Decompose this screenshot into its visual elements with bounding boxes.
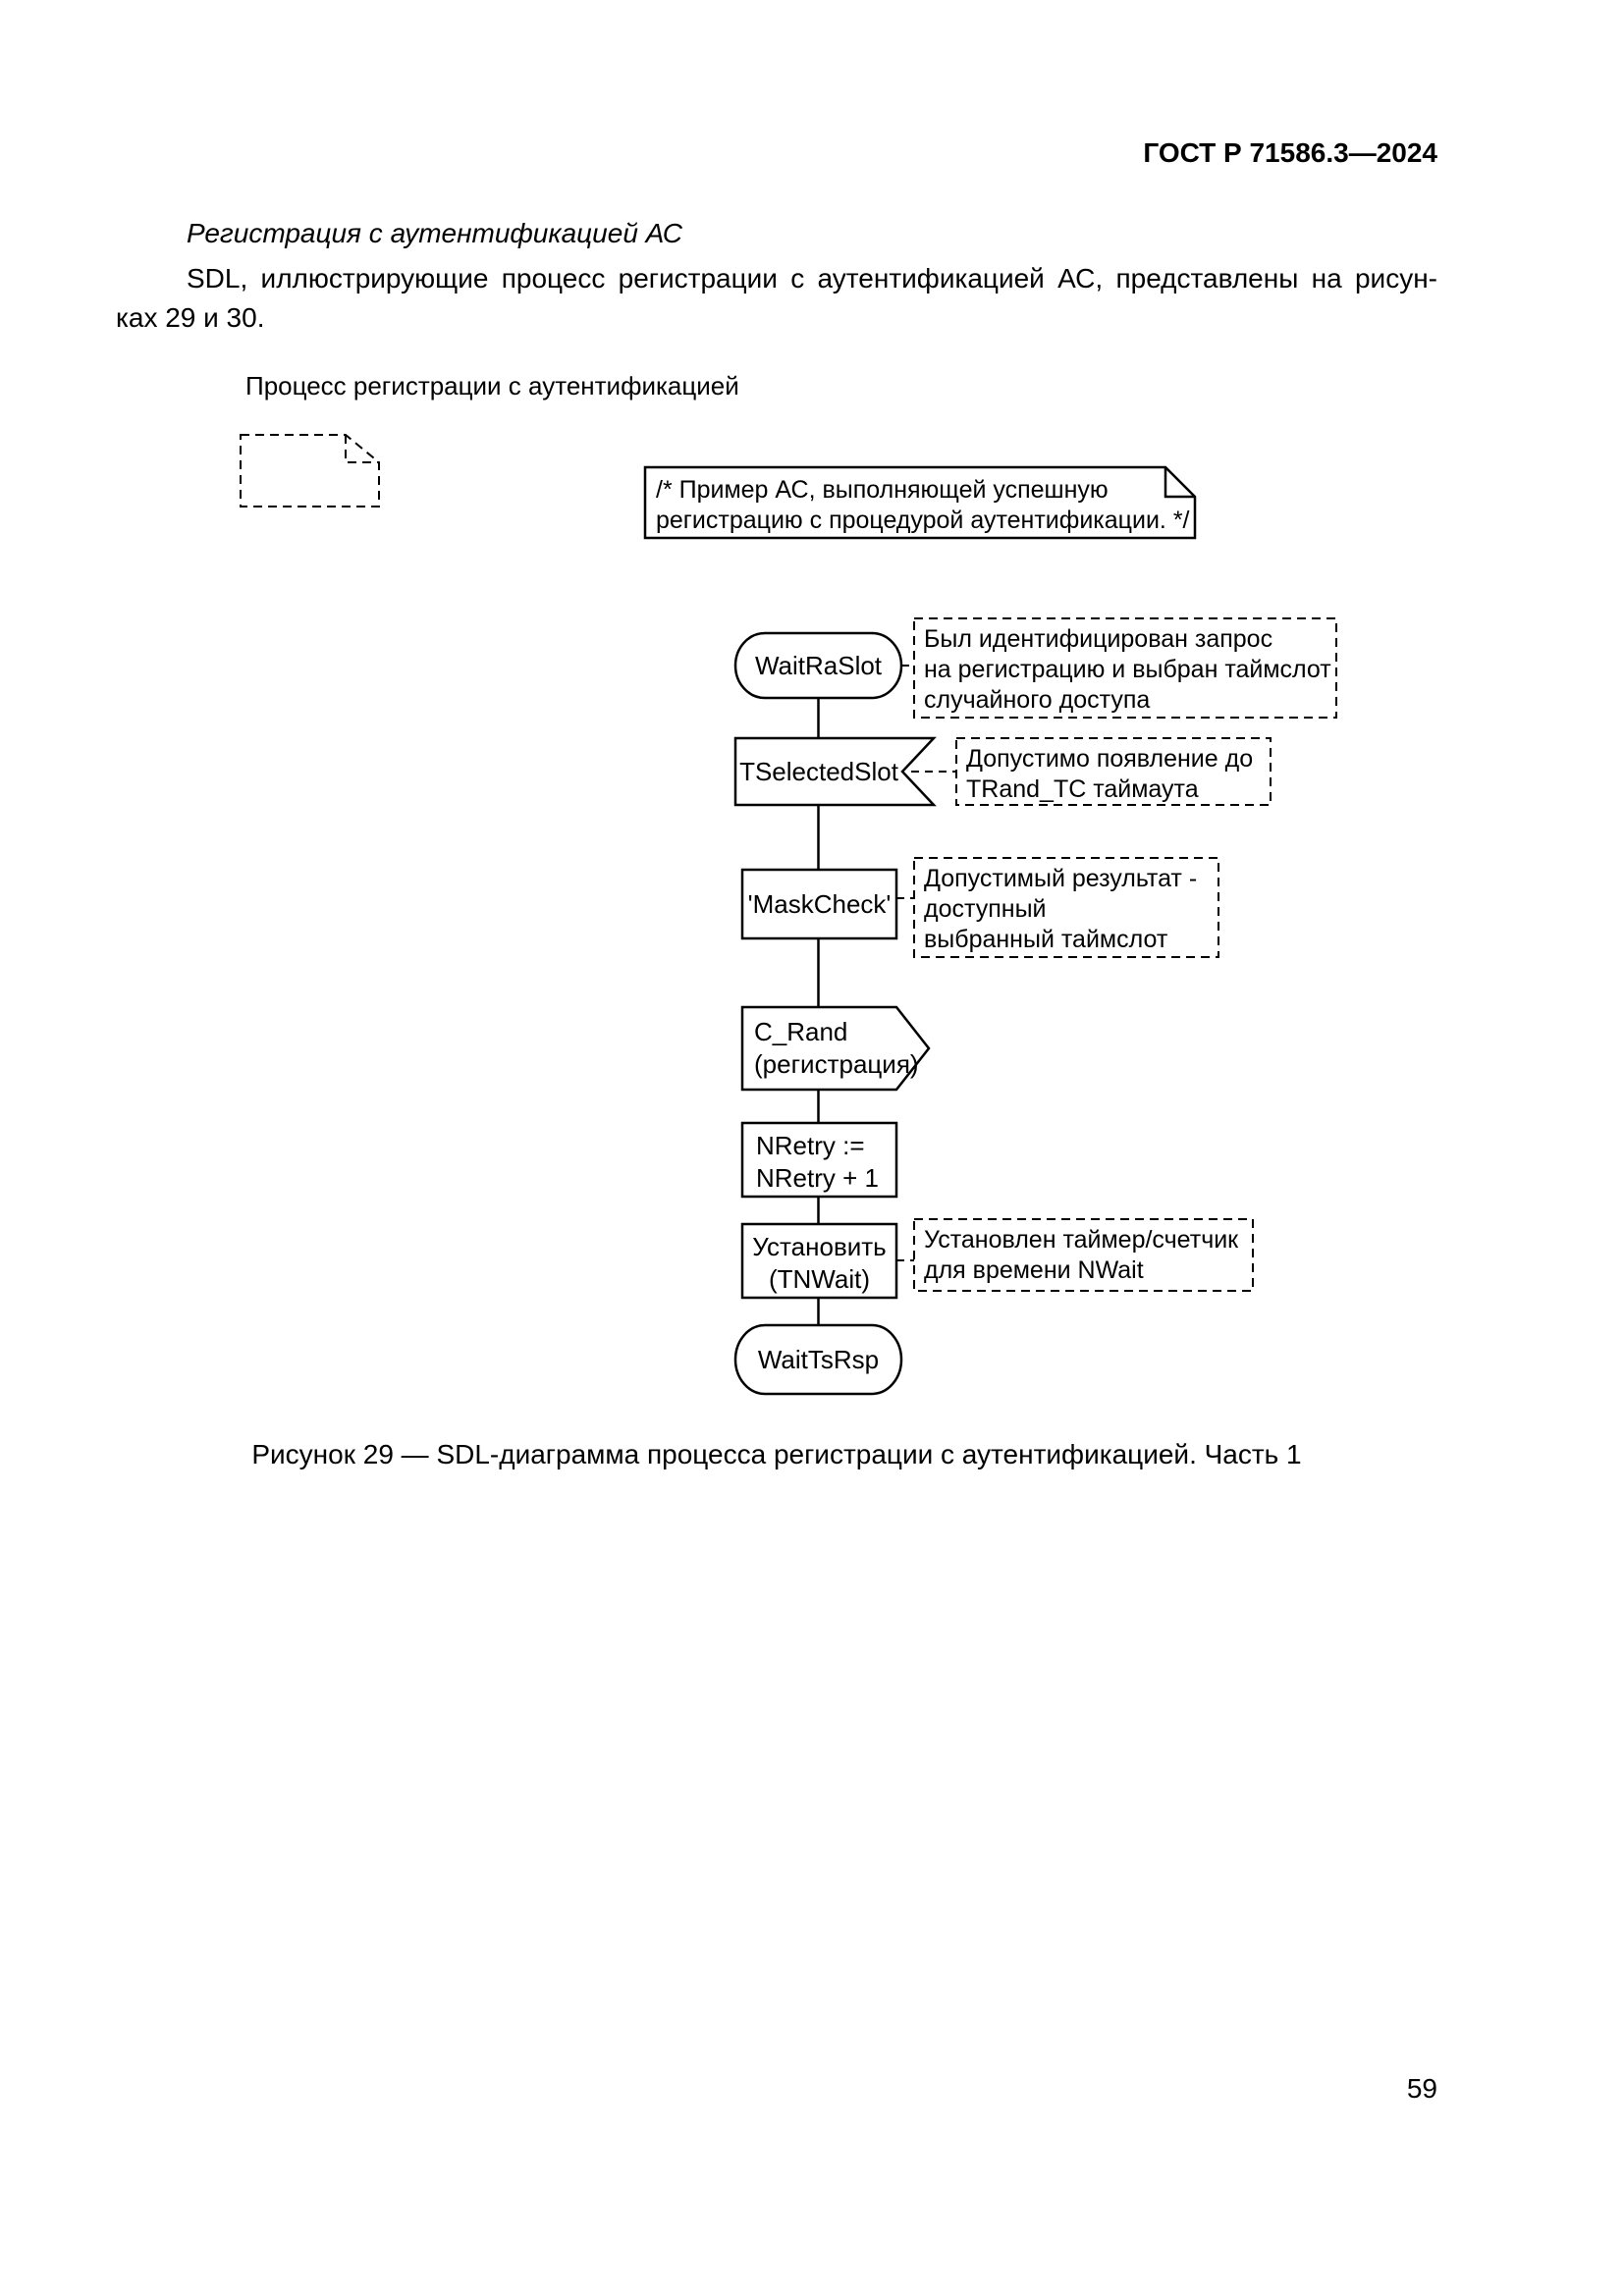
comment-1-line: случайного доступа <box>924 686 1151 714</box>
paragraph-line-2: ках 29 и 30. <box>116 302 265 333</box>
output-c-rand-line: (регистрация) <box>754 1049 919 1079</box>
page-number: 59 <box>1406 2073 1437 2104</box>
task-nretry-line: NRetry := <box>756 1131 865 1160</box>
comment-3-line: доступный <box>924 895 1047 923</box>
comment-text-symbol-label <box>656 475 1190 536</box>
comment-2-text <box>966 744 1253 805</box>
output-c-rand-line: C_Rand <box>754 1017 848 1046</box>
comment-1-line: на регистрацию и выбран таймслот <box>924 656 1331 683</box>
task-set-timer-line: (TNWait) <box>768 1264 870 1294</box>
comment-1-text <box>924 624 1331 716</box>
task-set-timer-line: Установить <box>752 1232 887 1261</box>
comment-2-line: Допустимо появление до <box>966 745 1254 773</box>
task-set-timer-label <box>742 1231 896 1296</box>
comment-text-line: /* Пример АС, выполняющей успешную <box>656 476 1109 504</box>
comment-4-line: Установлен таймер/счетчик <box>924 1226 1239 1254</box>
document-header: ГОСТ Р 71586.3—2024 <box>1143 137 1437 168</box>
dashed-frame-symbol <box>241 435 379 507</box>
comment-2-line: TRand_TC таймаута <box>966 775 1199 803</box>
comment-1-line: Был идентифицирован запрос <box>924 625 1273 653</box>
section-heading: Регистрация с аутентификацией АС <box>187 218 682 248</box>
comment-3-line: Допустимый результат - <box>924 865 1198 892</box>
paragraph-line-1: SDL, иллюстрирующие процесс регистрации с аутентификацией АС, представлены на рисун- <box>187 263 1437 294</box>
task-nretry-label <box>756 1130 879 1195</box>
task-nretry-line: NRetry + 1 <box>756 1163 879 1193</box>
output-c-rand-label <box>754 1016 919 1081</box>
task-mask-check-label: 'MaskCheck' <box>747 888 892 919</box>
comment-3-text <box>924 864 1197 955</box>
diagram-process-title: Процесс регистрации с аутентификацией <box>245 371 739 400</box>
input-t-selected-slot-label: TSelectedSlot <box>739 756 898 786</box>
figure-caption: Рисунок 29 — SDL-диаграмма процесса регистрации с аутентификацией. Часть 1 <box>251 1439 1302 1469</box>
state-wait-ts-rsp-label: WaitTsRsp <box>757 1344 880 1374</box>
comment-4-line: для времени NWait <box>924 1256 1144 1284</box>
comment-text-line: регистрацию с процедурой аутентификации. */ <box>656 507 1190 534</box>
state-wait-ra-slot-label: WaitRaSlot <box>754 650 883 680</box>
comment-3-line: выбранный таймслот <box>924 926 1168 953</box>
comment-4-text <box>924 1225 1238 1286</box>
